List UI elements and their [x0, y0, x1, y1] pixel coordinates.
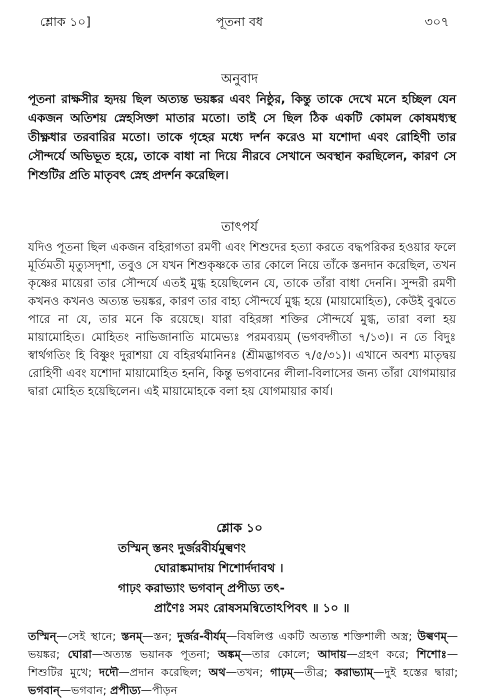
synonym-meaning: —ভয়ঙ্কর;	[28, 630, 458, 661]
purport-text: যদিও পূতনা ছিল একজন বহিরাগতা রমণী এবং শিশুদের হত্যা করতে বদ্ধপরিকর হওয়ার ফলে মূর্তিমতী মৃত্যুসদৃশা, তবুও সে যখন শিশুকৃষ্ণকে তার কোলে নিয়ে তাঁকে স্তনদান করেছিল, তখন কৃষ্ণের মায়েরা তার সৌন্দর্যে এতই মুগ্ধ হয়েছিলেন যে, তাকে তাঁরা বাধা দেননি। সুন্দরী রমণী কখনও কখনও অত্যন্ত ভয়ঙ্কর, কারণ তার বাহ্য সৌন্দর্যে মুগ্ধ হয়ে (মায়ামোহিত), কেউই বুঝতে পারে না যে, তার মনে কি রয়েছে। যারা বহিরঙ্গা শক্তির সৌন্দর্যে মুগ্ধ, তারা বলা হয় মায়ামোহিত। মোহিতং নাভিজানাতি মামেভ্যঃ পরমব্যয়ম্ (ভগবদ্গীতা ৭/১৩)। ন তে বিদুঃ স্বার্থগতিং হি বিষ্ণুং দুরাশয়া যে বহিরর্থমানিনঃ (শ্রীমদ্ভাগবত ৭/৫/৩১)। এখানে অবশ্য মাতৃদ্বয় রোহিণী এবং যশোদা মায়ামোহিত হননি, কিন্তু ভগবানের লীলা-বিলাসের জন্য তাঁরা যোগমায়ার দ্বারা মোহিত হয়েছিলেন। এই মায়ামোহকে বলা হয় যোগমায়ার কার্য।	[28, 240, 456, 398]
synonym-word: করাভ্যাম্	[334, 666, 374, 679]
synonym-word: তস্মিন্	[28, 630, 57, 643]
synonym-meaning: —তখন;	[225, 666, 271, 679]
synonym-word: দুর্জর-বীর্যম্	[177, 630, 226, 643]
synonym-meaning: —শিশুটির মুখে;	[28, 648, 458, 679]
synonym-word: প্রপীড্য	[110, 684, 141, 697]
synonym-word: উল্বণম্	[417, 630, 447, 643]
synonym-meaning: —পীড়ন	[140, 684, 178, 697]
translation-text: পূতনা রাক্ষসীর হৃদয় ছিল অত্যন্ত ভয়ঙ্কর এবং নিষ্ঠুর, কিন্তু তাকে দেখে মনে হচ্ছিল যেন একজন অতিশয় স্নেহসিক্তা মাতার মতো। তাই সে ছিল ঠিক একটি কোমল কোষমধ্যস্থ তীক্ষ্ণধার তরবারির মতো। তাকে গৃহের মধ্যে দর্শন করেও মা যশোদা এবং রোহিণী তার সৌন্দর্যে অভিভূত হয়ে, তাকে বাধা না দিয়ে নীরবে সেখানে অবস্থান করছিলেন, কারণ সে শিশুটির প্রতি মাতৃবৎ স্নেহ প্রদর্শন করেছিল।	[28, 92, 456, 182]
synonym-word: স্তনম্	[121, 630, 143, 643]
synonym-meaning: —গ্রহণ করে;	[346, 648, 417, 661]
page-number: ৩০৭	[424, 14, 449, 29]
synonym-meaning: —তীব্র;	[293, 666, 335, 679]
verse-heading: শ্লোক ১০	[216, 520, 263, 535]
synonym-word: শিশোঃ	[416, 648, 447, 661]
synonym-word: গাঢ়ম্	[270, 666, 294, 679]
synonym-word: আদায়	[317, 648, 347, 661]
page-header-chapter-title: পূতনা বধ	[216, 14, 263, 29]
purport-heading: তাৎপর্য	[221, 220, 258, 235]
synonym-word: দদৌ	[99, 666, 119, 679]
synonym-meaning: —প্রদান করেছিল;	[118, 666, 209, 679]
translation-heading: অনুবাদ	[221, 72, 258, 87]
synonym-meaning: —স্তন;	[142, 630, 178, 643]
synonym-meaning: —ভগবান;	[59, 684, 111, 697]
synonym-meaning: —তার কোলে;	[240, 648, 318, 661]
synonym-meaning: —সেই স্থানে;	[56, 630, 122, 643]
synonym-word: ঘোরা	[67, 648, 92, 661]
synonym-word: অঙ্কম্	[217, 648, 241, 661]
synonym-meaning: —অত্যন্ত ভয়ানক পূতনা;	[91, 648, 218, 661]
word-synonyms	[28, 628, 458, 700]
verse-line-2: ঘোরাঙ্কমাদায় শিশোর্দদাবথ ।	[154, 561, 284, 575]
verse-line-1: তস্মিন্ স্তনং দুর্জরবীর্যমুল্বণং	[118, 541, 246, 555]
synonym-word: ভগবান্	[28, 684, 60, 697]
synonym-meaning: —দুই হস্তের দ্বারা;	[373, 666, 458, 679]
synonym-word: অথ	[208, 666, 226, 679]
page-header-verse-ref: শ্লোক ১০]	[40, 14, 91, 29]
verse-line-3: গাঢ়ং করাভ্যাং ভগবান্ প্রপীড্য তৎ-	[118, 581, 285, 595]
verse-line-4: প্রাণৈঃ সমং রোষসমন্বিতোঽপিবৎ ॥ ১০ ॥	[154, 601, 350, 615]
synonym-meaning: —বিষলিপ্ত একটি অত্যন্ত শক্তিশালী অস্ত্র;	[225, 630, 418, 643]
